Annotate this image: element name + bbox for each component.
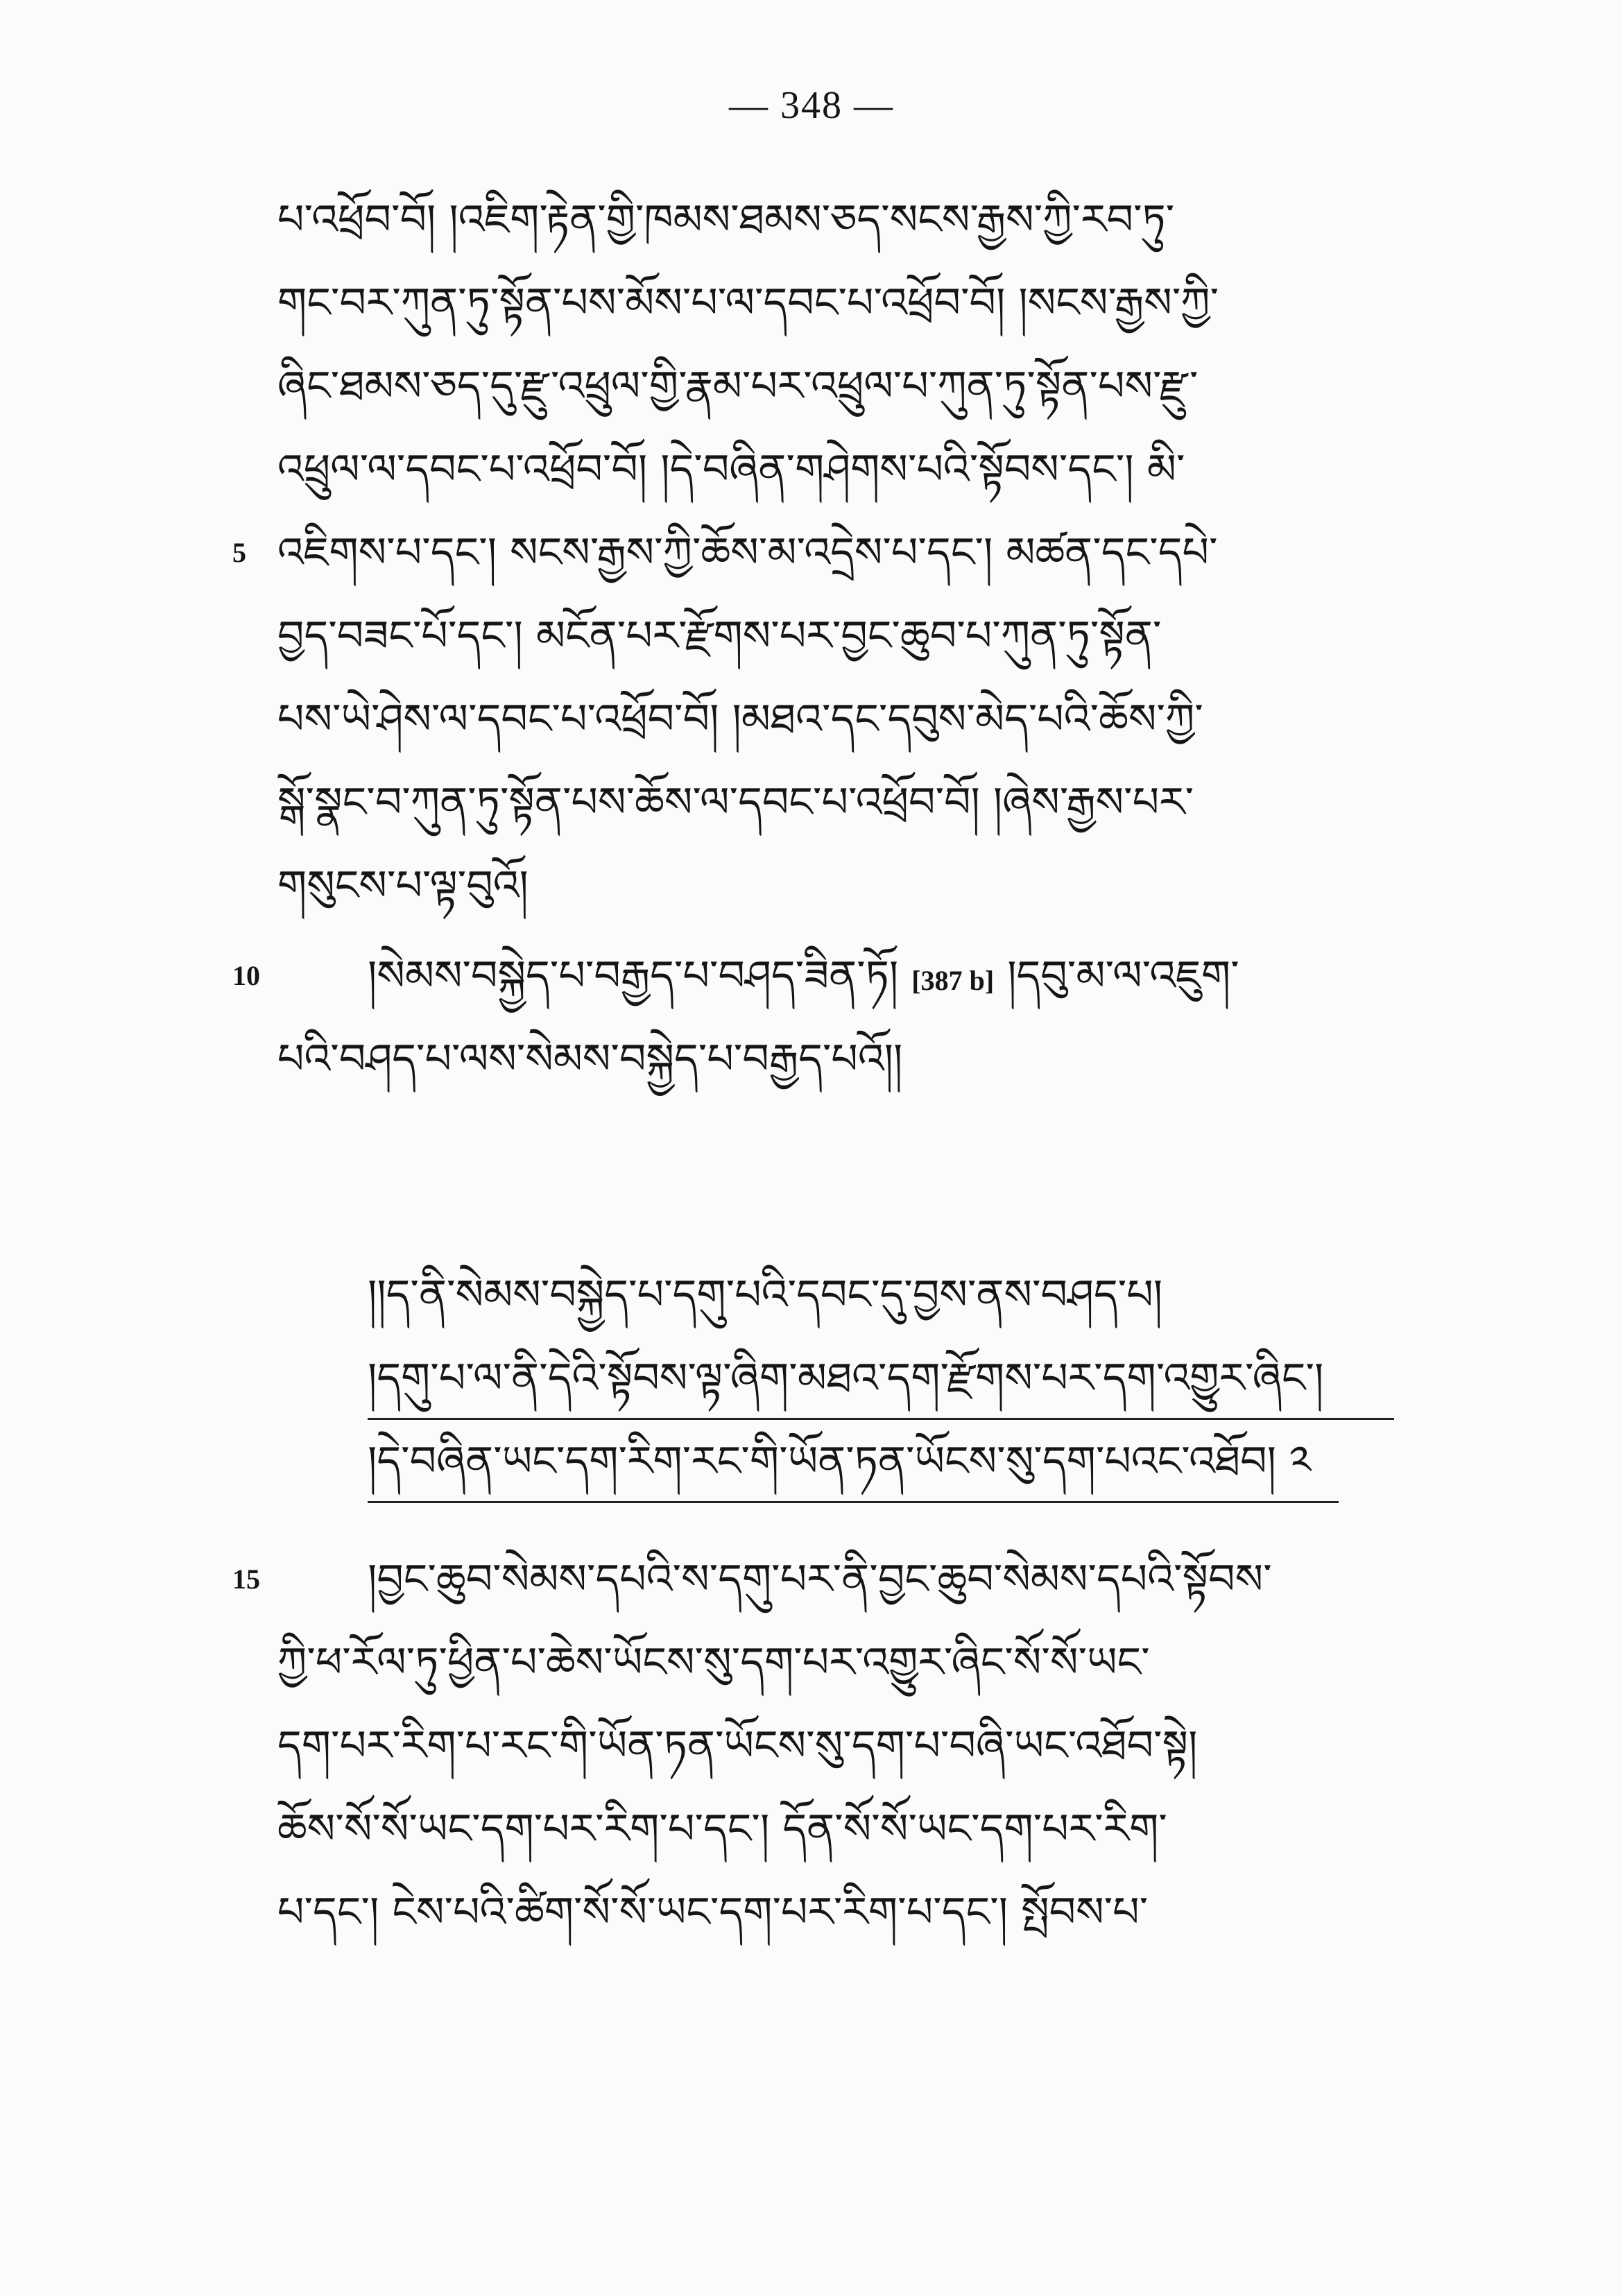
text-line: བྱད་བཟང་པོ་དང་། མངོན་པར་རྫོགས་པར་བྱང་ཆུབ་པ་ཀུན་ཏུ་སྟོན་ <box>277 612 1162 660</box>
folio-marker: [387 b] <box>911 965 995 996</box>
text-line: དག་པར་རིག་པ་རང་གི་ཡོན་ཏན་ཡོངས་སུ་དག་པ་བཞི་ཡང་འཐོབ་སྟེ། <box>277 1722 1198 1770</box>
text-line: ཀྱི་ཕ་རོལ་ཏུ་ཕྱིན་པ་ཆེས་ཡོངས་སུ་དག་པར་འགྱུར་ཞིང་སོ་སོ་ཡང་ <box>277 1638 1150 1687</box>
text-line: སྒོ་སྣང་བ་ཀུན་ཏུ་སྟོན་པས་ཆོས་ལ་དབང་པ་འཕྲོབ་བོ། །ཞེས་རྒྱས་པར་ <box>277 778 1194 827</box>
line-number: 5 <box>232 537 246 568</box>
page-number: — 348 — <box>729 84 894 127</box>
verse-line: །དེ་བཞིན་ཡང་དག་རིག་རང་གི་ཡོན་ཏན་ཡོངས་སུ་དག་པའང་འཐོབ། ༢ <box>368 1437 1312 1486</box>
text-segment: །དབུ་མ་ལ་འཇུག་ <box>1007 952 1239 1000</box>
text-line: པས་ཡེ་ཤེས་ལ་དབང་པ་འཕྲོབ་བོ། །མཐའ་དང་དབུས་མེད་པའི་ཆོས་ཀྱི་ <box>277 695 1203 744</box>
text-line: ཞིང་ཐམས་ཅད་དུ་རྫུ་འཕྲུལ་གྱི་རྣམ་པར་འཕྲུལ་པ་ཀུན་ཏུ་སྟོན་པས་རྫུ་ <box>277 362 1199 411</box>
verse-line: །།ད་ནི་སེམས་བསྐྱེད་པ་དགུ་པའི་དབང་དུ་བྱས་ནས་བཤད་པ། <box>368 1271 1163 1319</box>
text-line: པ་འཕྲོབ་བོ། །འཇིག་རྟེན་གྱི་ཁམས་ཐམས་ཅད་སངས་རྒྱས་ཀྱི་རབ་ཏུ་ <box>277 196 1175 244</box>
verse-underline <box>368 1418 1394 1420</box>
line-number: 15 <box>232 1563 260 1595</box>
text-line: འཇིགས་པ་དང་། སངས་རྒྱས་ཀྱི་ཆོས་མ་འདྲེས་པ་དང་། མཚན་དང་དཔེ་ <box>277 529 1218 577</box>
text-segment: །སེམས་བསྐྱེད་པ་བརྒྱད་པ་བཤད་ཟིན་ཏོ། <box>368 952 899 1000</box>
text-line: །བྱང་ཆུབ་སེམས་དཔའི་ས་དགུ་པར་ནི་བྱང་ཆུབ་སེམས་དཔའི་སྟོབས་ <box>368 1555 1272 1604</box>
text-line: གང་བར་ཀུན་ཏུ་སྟོན་པས་མོས་པ་ལ་དབང་པ་འཕྲོབ་བོ། །སངས་རྒྱས་ཀྱི་ <box>277 279 1219 327</box>
text-line: གསུངས་པ་ལྟ་བུའོ། <box>277 862 529 910</box>
verse-line: །དགུ་པ་ལ་ནི་དེའི་སྟོབས་ལྟ་ཞིག་མཐའ་དག་རྫོགས་པར་དག་འགྱུར་ཞིང་། <box>368 1354 1324 1403</box>
text-line: ཆོས་སོ་སོ་ཡང་དག་པར་རིག་པ་དང་། དོན་སོ་སོ་ཡང་དག་པར་རིག་ <box>277 1805 1167 1853</box>
verse-underline <box>368 1501 1339 1503</box>
text-line: པའི་བཤད་པ་ལས་སེམས་བསྐྱེད་པ་བརྒྱད་པའོ།། <box>277 1035 903 1083</box>
text-line: འཕྲུལ་ལ་དབང་པ་འཕྲོབ་བོ། །དེ་བཞིན་གཤེགས་པའི་སྟོབས་དང་། མི་ <box>277 445 1185 494</box>
text-line <box>368 938 1526 1019</box>
text-line: པ་དང་། ངེས་པའི་ཚིག་སོ་སོ་ཡང་དག་པར་རིག་པ་དང་། སྤོབས་པ་ <box>277 1888 1149 1937</box>
line-number: 10 <box>232 960 260 991</box>
